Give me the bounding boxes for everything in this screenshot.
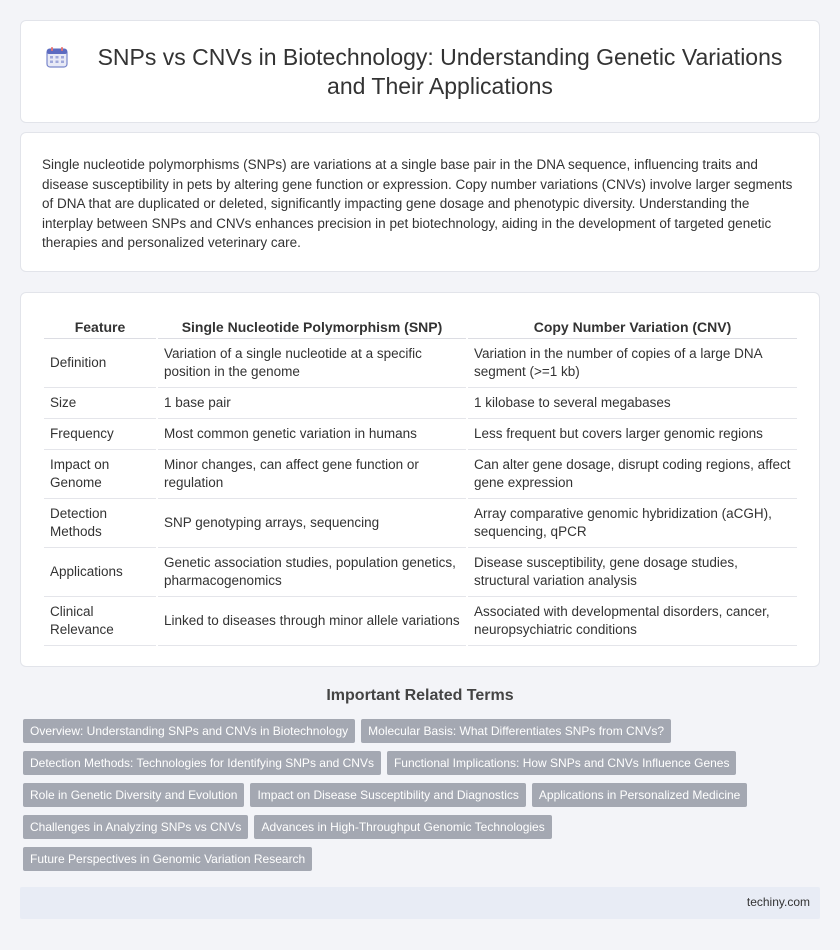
table-row bbox=[44, 450, 797, 499]
header-card bbox=[20, 20, 820, 123]
related-terms-list bbox=[23, 719, 813, 879]
snp-cell: Variation of a single nucleotide at a specific position in the genome bbox=[158, 339, 466, 388]
cnv-cell: Array comparative genomic hybridization (aCGH), sequencing, qPCR bbox=[468, 499, 797, 548]
feature-cell: Definition bbox=[44, 339, 156, 388]
cnv-cell: Variation in the number of copies of a large DNA segment (>=1 kb) bbox=[468, 339, 797, 388]
related-term-tag[interactable]: Advances in High-Throughput Genomic Technologies bbox=[254, 815, 551, 839]
table-row bbox=[44, 419, 797, 450]
table-row bbox=[44, 597, 797, 646]
snp-cell: 1 base pair bbox=[158, 388, 466, 419]
cnv-cell: Less frequent but covers larger genomic regions bbox=[468, 419, 797, 450]
snp-cell: Minor changes, can affect gene function or regulation bbox=[158, 450, 466, 499]
footer-brand[interactable]: techiny.com bbox=[746, 895, 810, 909]
page-title: SNPs vs CNVs in Biotechnology: Understanding Genetic Variations and Their Applications bbox=[97, 44, 783, 99]
feature-cell: Size bbox=[44, 388, 156, 419]
related-term-tag[interactable]: Detection Methods: Technologies for Identifying SNPs and CNVs bbox=[23, 751, 381, 775]
snp-cell: Linked to diseases through minor allele variations bbox=[158, 597, 466, 646]
snp-cell: Most common genetic variation in humans bbox=[158, 419, 466, 450]
comparison-table-card bbox=[20, 292, 820, 667]
feature-cell: Detection Methods bbox=[44, 499, 156, 548]
column-header-feature: Feature bbox=[44, 315, 156, 339]
cnv-cell: Disease susceptibility, gene dosage studies, structural variation analysis bbox=[468, 548, 797, 597]
feature-cell: Frequency bbox=[44, 419, 156, 450]
related-term-tag[interactable]: Applications in Personalized Medicine bbox=[532, 783, 747, 807]
intro-card bbox=[20, 132, 820, 272]
snp-cell: SNP genotyping arrays, sequencing bbox=[158, 499, 466, 548]
comparison-table bbox=[42, 315, 799, 646]
table-row bbox=[44, 548, 797, 597]
column-header-snp: Single Nucleotide Polymorphism (SNP) bbox=[158, 315, 466, 339]
related-terms-title: Important Related Terms bbox=[326, 687, 514, 704]
table-row bbox=[44, 339, 797, 388]
footer-bar bbox=[20, 887, 820, 919]
snp-cell: Genetic association studies, population genetics, pharmacogenomics bbox=[158, 548, 466, 597]
intro-paragraph: Single nucleotide polymorphisms (SNPs) are variations at a single base pair in the DNA sequence, influencing traits and disease susceptibility in pets by altering gene function or expression. Copy number variations (CNVs) involve larger segments of DNA that are duplicated or deleted, significantly impacting gene dosage and phenotypic diversity. Understanding the interplay between SNPs and CNVs enhances precision in pet biotechnology, aiding in the development of targeted genetic therapies and personalized veterinary care. bbox=[42, 157, 793, 250]
cnv-cell: 1 kilobase to several megabases bbox=[468, 388, 797, 419]
table-row bbox=[44, 499, 797, 548]
related-term-tag[interactable]: Functional Implications: How SNPs and CNVs Influence Genes bbox=[387, 751, 737, 775]
feature-cell: Impact on Genome bbox=[44, 450, 156, 499]
related-term-tag[interactable]: Role in Genetic Diversity and Evolution bbox=[23, 783, 244, 807]
related-term-tag[interactable]: Molecular Basis: What Differentiates SNPs from CNVs? bbox=[361, 719, 671, 743]
feature-cell: Clinical Relevance bbox=[44, 597, 156, 646]
related-term-tag[interactable]: Future Perspectives in Genomic Variation Research bbox=[23, 847, 312, 871]
table-header-row bbox=[44, 315, 797, 339]
column-header-cnv: Copy Number Variation (CNV) bbox=[468, 315, 797, 339]
feature-cell: Applications bbox=[44, 548, 156, 597]
table-row bbox=[44, 388, 797, 419]
related-term-tag[interactable]: Challenges in Analyzing SNPs vs CNVs bbox=[23, 815, 248, 839]
cnv-cell: Associated with developmental disorders, cancer, neuropsychiatric conditions bbox=[468, 597, 797, 646]
related-term-tag[interactable]: Overview: Understanding SNPs and CNVs in Biotechnology bbox=[23, 719, 355, 743]
cnv-cell: Can alter gene dosage, disrupt coding regions, affect gene expression bbox=[468, 450, 797, 499]
related-term-tag[interactable]: Impact on Disease Susceptibility and Diagnostics bbox=[250, 783, 525, 807]
